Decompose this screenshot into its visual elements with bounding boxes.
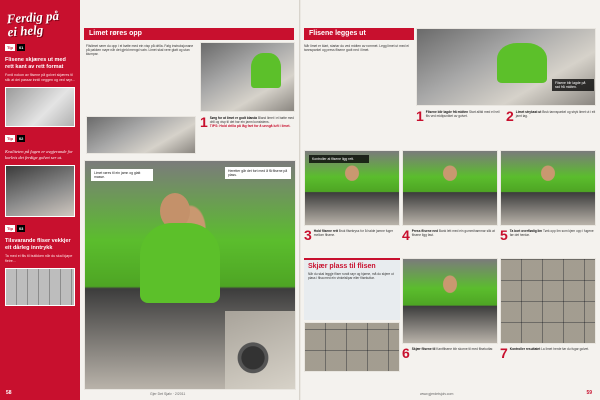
section-title-limet: Limet røres opp bbox=[84, 28, 294, 40]
kicker-title bbox=[6, 8, 77, 39]
info-box-skjaer bbox=[304, 258, 400, 320]
step-title: Press flisene ned bbox=[411, 229, 439, 233]
tip-tag-3 bbox=[5, 225, 25, 232]
step-number: 5 bbox=[500, 227, 508, 243]
tip-label: Tip bbox=[7, 45, 13, 50]
step-title: Sørg for at limet er godt blanda bbox=[209, 116, 258, 120]
photo-step-5 bbox=[500, 150, 596, 226]
step-number: 1 bbox=[200, 114, 208, 130]
tip1-body: Fordi nokon av flisene på golvet skjæres til slik at dei passar inntil veggen og ved røyr... bbox=[5, 73, 75, 82]
step-title: Skjær flisene til bbox=[411, 347, 436, 351]
photo-step-6 bbox=[402, 258, 498, 344]
step-1-right bbox=[416, 110, 502, 122]
tip-number: 02 bbox=[18, 136, 24, 141]
step-body: Start alltid med ei heil flis ved midtpunktet av golvet. bbox=[425, 110, 500, 119]
step-title: Ta bort overflødig lim bbox=[509, 229, 543, 233]
tip3-headline: Tilsvarande fliser vekkjer eit dårleg inntrykk bbox=[5, 238, 71, 251]
tip2-quote: Kvaliteten på fugen er avgjerande for korleis det ferdige golvet ser ut. bbox=[5, 149, 73, 160]
step-number: 2 bbox=[506, 108, 514, 124]
worker-shirt bbox=[497, 43, 547, 83]
tip-label: Tip bbox=[7, 136, 13, 141]
tip-tag-1 bbox=[5, 44, 25, 51]
step-body: Kantflisene blir skorne til med flisekuttar. bbox=[436, 347, 494, 351]
tip3-photo bbox=[5, 268, 75, 306]
photo-floor-small bbox=[86, 116, 196, 154]
photo-floor-prep bbox=[200, 42, 295, 112]
step-4-right bbox=[402, 229, 498, 241]
tip-label: Tip bbox=[7, 226, 13, 231]
step-title: Hold flisene rett bbox=[313, 229, 338, 233]
step-number: 4 bbox=[402, 227, 410, 243]
worker-shirt bbox=[251, 53, 281, 88]
page-number-left: 58 bbox=[6, 390, 12, 396]
step-body: La limet herde før du fugar golvet. bbox=[541, 347, 589, 351]
step-6-right bbox=[402, 347, 498, 359]
photo-step-3 bbox=[304, 150, 400, 226]
section-title-flisene: Flisene legges ut bbox=[304, 28, 414, 40]
caption-mid-right: Kontroller at flisene ligg rett. bbox=[309, 155, 369, 163]
footer-left: Gjer Det Sjølv · 2/2011 bbox=[150, 392, 186, 396]
step-body: Bruk flisekryss for å halde jamne fuger mellom flisene. bbox=[313, 229, 393, 238]
step-number: 7 bbox=[500, 345, 508, 361]
tip-number: 01 bbox=[18, 45, 24, 50]
bucket bbox=[225, 311, 295, 389]
step-2-right bbox=[506, 110, 596, 122]
tip1-photo bbox=[5, 87, 75, 127]
tip-number: 03 bbox=[18, 226, 24, 231]
step-number: 1 bbox=[416, 108, 424, 124]
photo-step-4 bbox=[402, 150, 498, 226]
page-number-right: 59 bbox=[586, 390, 592, 396]
section-body-flisene: Når limet er klart, startar du ved midten av rommet. Legg limet ut med ei tannsparkel og press flisene godt ned i limet. bbox=[304, 44, 409, 53]
worker-shirt bbox=[140, 223, 220, 303]
photo-tiling-top bbox=[416, 28, 596, 106]
step-3-right bbox=[304, 229, 400, 241]
tip3-body: Ta med ei flis til butikken når du skal kjøpe fleire... bbox=[5, 254, 73, 263]
tip1-headline: Flisene skjæres ut med rett kant av rett format bbox=[5, 57, 66, 70]
section-body-limet: Flislimet rører du opp i ei bøtte med ein visp på drilla. Følg instruksjonane på pakken nøye når det gjeld mengd vatn. Limet skal vere glatt og utan klumpar. bbox=[86, 44, 194, 57]
step-body: Bland limet i ei bøtte med drill og visp til det har ein jamn konsistens. bbox=[209, 116, 294, 125]
kicker-line-2: ei helg bbox=[7, 21, 44, 40]
photo-cutting bbox=[304, 322, 400, 372]
step-7-right bbox=[500, 347, 596, 359]
footer-right: www.gjerdetsjolv.com bbox=[420, 392, 454, 396]
step-number: 6 bbox=[402, 345, 410, 361]
photo-worker-mixing bbox=[84, 160, 296, 390]
tip-tag-2 bbox=[5, 135, 25, 142]
kicker-line-1: Ferdig på bbox=[6, 7, 60, 27]
page-fold bbox=[299, 0, 301, 400]
step-1-left bbox=[200, 116, 295, 128]
caption-top-left: Limet røres til ein jamn og glatt masse. bbox=[91, 169, 153, 181]
caption-top-right: Flisene blir lagde på rad frå midten. bbox=[552, 79, 594, 91]
step-title: Limet strykast ut bbox=[515, 110, 542, 114]
box-title: Skjær plass til flisen bbox=[308, 263, 376, 270]
left-sidebar bbox=[0, 0, 80, 400]
step-title: Kontroller resultatet bbox=[509, 347, 541, 351]
caption-mid-left: Heretter går det fort med å få flisene på plass. bbox=[225, 167, 291, 179]
step-5-right bbox=[500, 229, 596, 241]
step-number: 3 bbox=[304, 227, 312, 243]
tip2-photo bbox=[5, 165, 75, 217]
step-body: Bank lett med ein gummihammar slik at flisene ligg fast. bbox=[411, 229, 495, 238]
step-body: Bruk tannsparkel og stryk limet ut i eit jamt lag. bbox=[515, 110, 596, 119]
step-tip: TIPS: Hold drilla på låg fart for å unngå luft i limet. bbox=[209, 124, 291, 129]
step-title: Flisene blir lagde frå midten bbox=[425, 110, 469, 114]
step-body: Tørk opp lim som kjem opp i fugene før det herdar. bbox=[509, 229, 594, 238]
box-body: Når du skal leggje fliser rundt røyr og hjørne, må du skjere ut plass i flisa med ein vinkelslipar eller flisekuttar. bbox=[308, 272, 394, 281]
photo-step-7 bbox=[500, 258, 596, 344]
